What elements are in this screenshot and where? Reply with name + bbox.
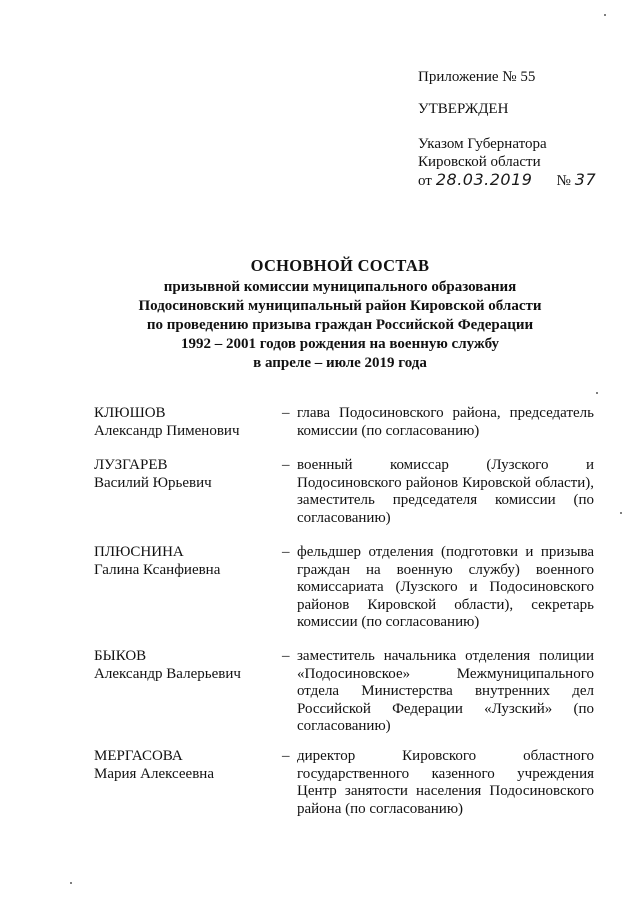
member-surname: БЫКОВ <box>94 648 147 664</box>
member-name <box>94 648 274 683</box>
approval-block <box>418 68 596 190</box>
member-given-names: Мария Алексеевна <box>94 765 214 782</box>
title-line: 1992 – 2001 годов рождения на военную службу <box>180 336 500 352</box>
member-given-names: Галина Ксанфиевна <box>94 561 221 578</box>
member-dash: – <box>282 457 290 473</box>
title-line: в апреле – июле 2019 года <box>253 355 427 371</box>
title-main: ОСНОВНОЙ СОСТАВ <box>250 256 430 275</box>
member-role: глава Подосиновского района, председатель комиссии (по согласованию) <box>297 405 594 439</box>
member-role: фельдшер отделения (подготовки и призыва граждан на военную службу) военного комиссариата (Лузского и Подосиновского районов Кировской области), секретарь комиссии (по согласованию) <box>297 544 594 630</box>
member-role: директор Кировского областного государственного казенного учреждения Центр занятости населения Подосиновского района (по согласованию) <box>297 748 594 817</box>
approved-stamp-text: УТВЕРЖДЕН <box>418 101 509 117</box>
member-dash: – <box>282 748 290 764</box>
handwritten-date: 28.03.2019 <box>435 170 533 189</box>
appendix-number: Приложение № 55 <box>418 69 536 85</box>
scan-speck <box>620 512 622 514</box>
member-surname: МЕРГАСОВА <box>94 748 183 764</box>
scan-speck <box>604 14 606 16</box>
scan-speck <box>70 882 72 884</box>
member-dash: – <box>282 648 290 664</box>
member-dash: – <box>282 405 290 421</box>
member-name <box>94 457 274 492</box>
member-given-names: Александр Пименович <box>94 422 240 439</box>
member-surname: ПЛЮСНИНА <box>94 544 184 560</box>
member-given-names: Василий Юрьевич <box>94 474 212 491</box>
member-name <box>94 544 274 579</box>
date-prefix: от <box>418 173 432 189</box>
handwritten-number: 37 <box>574 170 597 189</box>
member-surname: КЛЮШОВ <box>94 405 166 421</box>
member-dash: – <box>282 544 290 560</box>
member-role: военный комиссар (Лузского и Подосиновского районов Кировской области), заместитель председателя комиссии (по согласованию) <box>297 457 594 526</box>
decree-date-number <box>418 171 596 190</box>
document-title <box>60 256 620 373</box>
decree-line-1: Указом Губернатора <box>418 136 547 152</box>
member-role: заместитель начальника отделения полиции «Подосиновское» Межмуниципального отдела Министерства внутренних дел Российской Федерации «Лузский» (по согласованию) <box>297 648 594 734</box>
title-line: Подосиновский муниципальный район Кировской области <box>138 298 542 314</box>
title-line: призывной комиссии муниципального образования <box>163 279 517 295</box>
title-line: по проведению призыва граждан Российской Федерации <box>146 317 534 333</box>
member-name <box>94 405 274 440</box>
member-surname: ЛУЗГАРЕВ <box>94 457 168 473</box>
member-given-names: Александр Валерьевич <box>94 665 241 682</box>
scan-speck <box>596 392 598 394</box>
number-prefix: № <box>556 173 571 189</box>
decree-line-2: Кировской области <box>418 154 541 170</box>
member-name <box>94 748 274 783</box>
